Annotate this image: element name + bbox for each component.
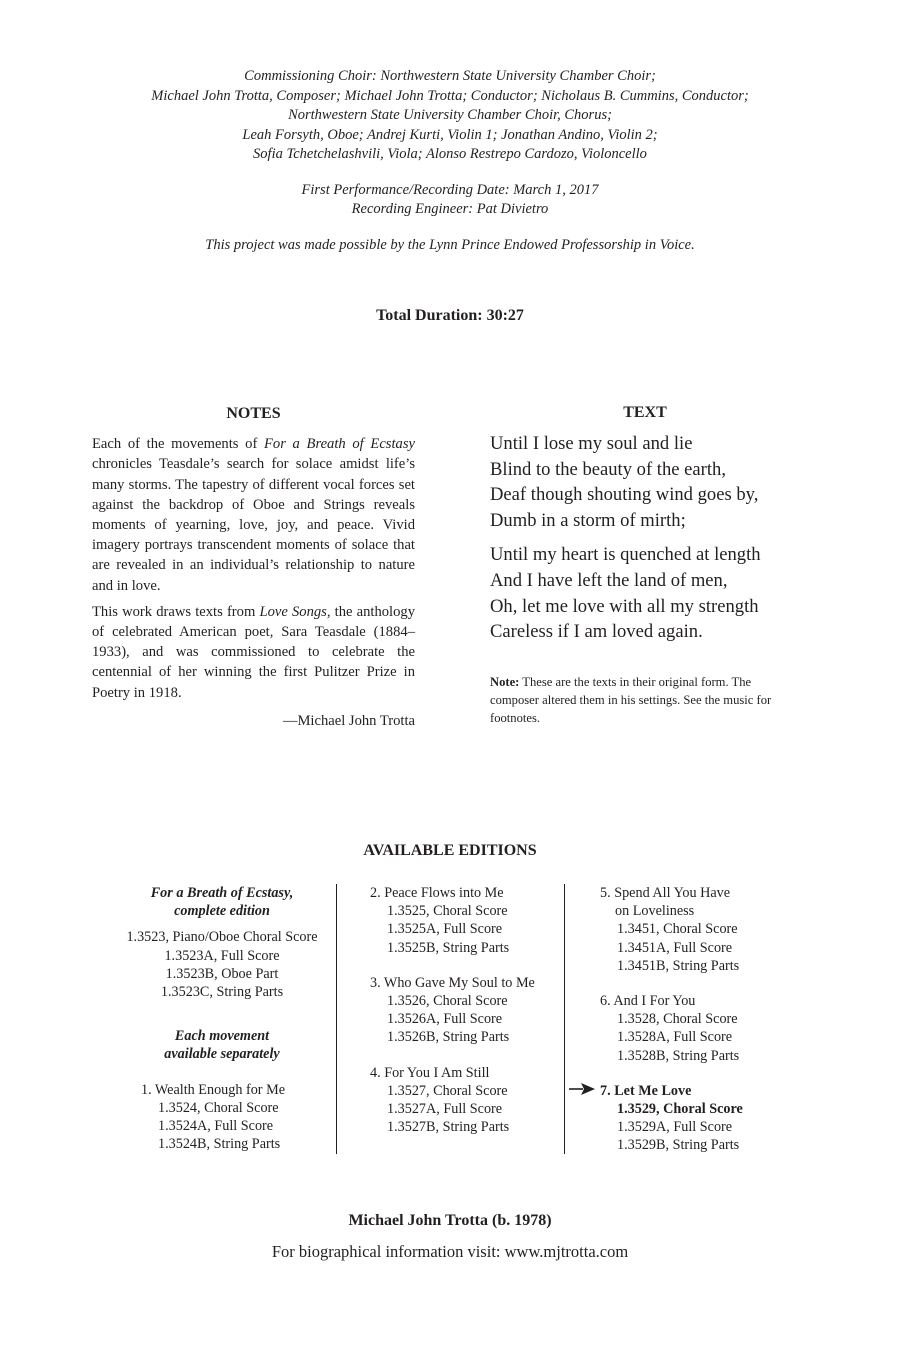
text-note: [490, 673, 800, 727]
credits-line: Northwestern State University Chamber Choir, Chorus;: [288, 107, 612, 123]
arrow-right-icon: [569, 1082, 595, 1096]
edition-item: 1.3529A, Full Score: [617, 1119, 733, 1136]
poem-line: Oh, let me love with all my strength: [490, 595, 759, 617]
movement-block: [370, 974, 560, 1047]
movement-title: 7. Let Me Love: [600, 1082, 692, 1099]
movement-title: 4. For You I Am Still: [370, 1064, 490, 1081]
movement-title: 6. And I For You: [600, 993, 696, 1010]
movement-title: 1. Wealth Enough for Me: [141, 1081, 285, 1098]
note-label: Note:: [490, 674, 520, 689]
edition-item: 1.3527B, String Parts: [387, 1119, 510, 1136]
performance-date: First Performance/Recording Date: March 1, 2017: [301, 181, 599, 198]
edition-item: 1.3525, Choral Score: [387, 903, 508, 920]
edition-item: 1.3528, Choral Score: [617, 1011, 738, 1028]
recording-engineer: Recording Engineer: Pat Divietro: [351, 201, 549, 217]
credits-line: Commissioning Choir: Northwestern State University Chamber Choir;: [244, 68, 656, 84]
edition-item: 1.3451A, Full Score: [617, 939, 733, 956]
separately-line: Each movement: [174, 1028, 270, 1045]
note-body: These are the texts in their original form. The composer altered them in his settings. See the music for footnotes.: [490, 674, 772, 725]
edition-item: 1.3525A, Full Score: [387, 921, 503, 938]
edition-item: 1.3527A, Full Score: [387, 1101, 503, 1118]
poem-line: Blind to the beauty of the earth,: [490, 458, 726, 480]
movement-title-cont: on Loveliness: [615, 903, 695, 920]
poem-line: Until I lose my soul and lie: [490, 433, 693, 454]
notes-paragraph: [92, 602, 415, 703]
anthology-title: Love Songs,: [259, 603, 331, 620]
edition-item: 1.3526B, String Parts: [387, 1029, 510, 1046]
movement-title: 2. Peace Flows into Me: [370, 885, 504, 901]
separately-line: available separately: [164, 1046, 280, 1063]
edition-item: 1.3525B, String Parts: [387, 939, 510, 956]
edition-item: 1.3524, Choral Score: [158, 1099, 279, 1116]
edition-item: 1.3528B, String Parts: [617, 1047, 740, 1064]
edition-item: 1.3451B, String Parts: [617, 957, 740, 974]
credits-line: Sofia Tchetchelashvili, Viola; Alonso Restrepo Cardozo, Violoncello: [253, 146, 647, 162]
poem-line: And I have left the land of men,: [490, 569, 728, 591]
editions-column-1: [110, 884, 334, 1153]
work-title: For a Breath of Ecstasy: [263, 436, 415, 453]
edition-item: 1.3523, Piano/Oboe Choral Score: [126, 929, 318, 946]
edition-item: 1.3526A, Full Score: [387, 1011, 503, 1028]
column-divider: [336, 884, 337, 1154]
edition-item: 1.3523B, Oboe Part: [165, 965, 279, 982]
movement-block: [600, 884, 800, 975]
composer-name: Michael John Trotta (b. 1978): [348, 1212, 552, 1229]
edition-item: 1.3524A, Full Score: [158, 1118, 274, 1135]
credits-line: Michael John Trotta, Composer; Michael John Trotta; Conductor; Nicholaus B. Cummins, Conductor;: [151, 87, 749, 104]
composer-bio: For biographical information visit: www.mjtrotta.com: [271, 1242, 629, 1261]
credits-block: [60, 67, 840, 255]
poem-line: Until my heart is quenched at length: [490, 544, 761, 566]
text-heading: TEXT: [623, 404, 667, 421]
notes-text: the anthology of celebrated American poet, Sara Teasdale (1884–1933), and was commissioned to celebrate the centennial of her winning the first Pulitzer Prize in Poetry in 1918.: [92, 603, 415, 701]
edition-item: 1.3523C, String Parts: [160, 984, 284, 1001]
movement-title: 3. Who Gave My Soul to Me: [370, 974, 535, 991]
poem-line: Deaf though shouting wind goes by,: [490, 484, 759, 506]
poem-line: Careless if I am loved again.: [490, 621, 703, 643]
edition-item: 1.3526, Choral Score: [387, 993, 508, 1010]
edition-item: 1.3524B, String Parts: [158, 1136, 281, 1153]
edition-item: 1.3529, Choral Score: [617, 1101, 743, 1118]
notes-text: Each of the movements of: [92, 436, 264, 453]
edition-item: 1.3528A, Full Score: [617, 1029, 733, 1046]
movement-block: [110, 1081, 334, 1154]
editions-heading: AVAILABLE EDITIONS: [363, 842, 537, 859]
movement-block: [370, 884, 560, 957]
complete-edition-title: complete edition: [174, 903, 270, 920]
notes-text: This work draws texts from: [92, 603, 260, 620]
movement-block: [370, 1064, 560, 1137]
movement-block: [600, 992, 800, 1065]
notes-signature: —Michael John Trotta: [282, 712, 415, 729]
text-section: [490, 404, 800, 727]
notes-paragraph: [92, 434, 415, 596]
separately-label: [110, 1027, 334, 1063]
complete-edition: [110, 884, 334, 1001]
edition-item: 1.3451, Choral Score: [617, 921, 738, 938]
edition-item: 1.3529B, String Parts: [617, 1137, 740, 1154]
edition-item: 1.3527, Choral Score: [387, 1082, 508, 1099]
notes-heading: NOTES: [226, 405, 281, 422]
complete-edition-title: For a Breath of Ecstasy,: [150, 885, 294, 901]
credits-line: Leah Forsyth, Oboe; Andrej Kurti, Violin 1; Jonathan Andino, Violin 2;: [242, 126, 658, 143]
editions-column-2: [370, 884, 560, 1153]
poem-line: Dumb in a storm of mirth;: [490, 509, 686, 531]
poem-stanza: [490, 542, 800, 644]
edition-item: 1.3523A, Full Score: [164, 947, 280, 964]
total-duration: Total Duration: 30:27: [376, 307, 524, 324]
notes-text: chronicles Teasdale’s search for solace amidst life’s many storms. The tapestry of different vocal forces set against the backdrop of Oboe and Strings reveals moments of yearning, love, joy, and peace. Vivid imagery portrays transcendent moments of solace that are revealed in an individual’s relationship to nature and in love.: [92, 456, 415, 594]
notes-section: [92, 404, 415, 731]
poem-stanza: [490, 431, 800, 533]
funding-note: This project was made possible by the Lynn Prince Endowed Professorship in Voice.: [205, 236, 695, 253]
column-divider: [564, 884, 565, 1154]
movement-block-highlighted: [600, 1082, 800, 1155]
movement-title: 5. Spend All You Have: [600, 885, 731, 901]
editions-column-3: [600, 884, 800, 1172]
